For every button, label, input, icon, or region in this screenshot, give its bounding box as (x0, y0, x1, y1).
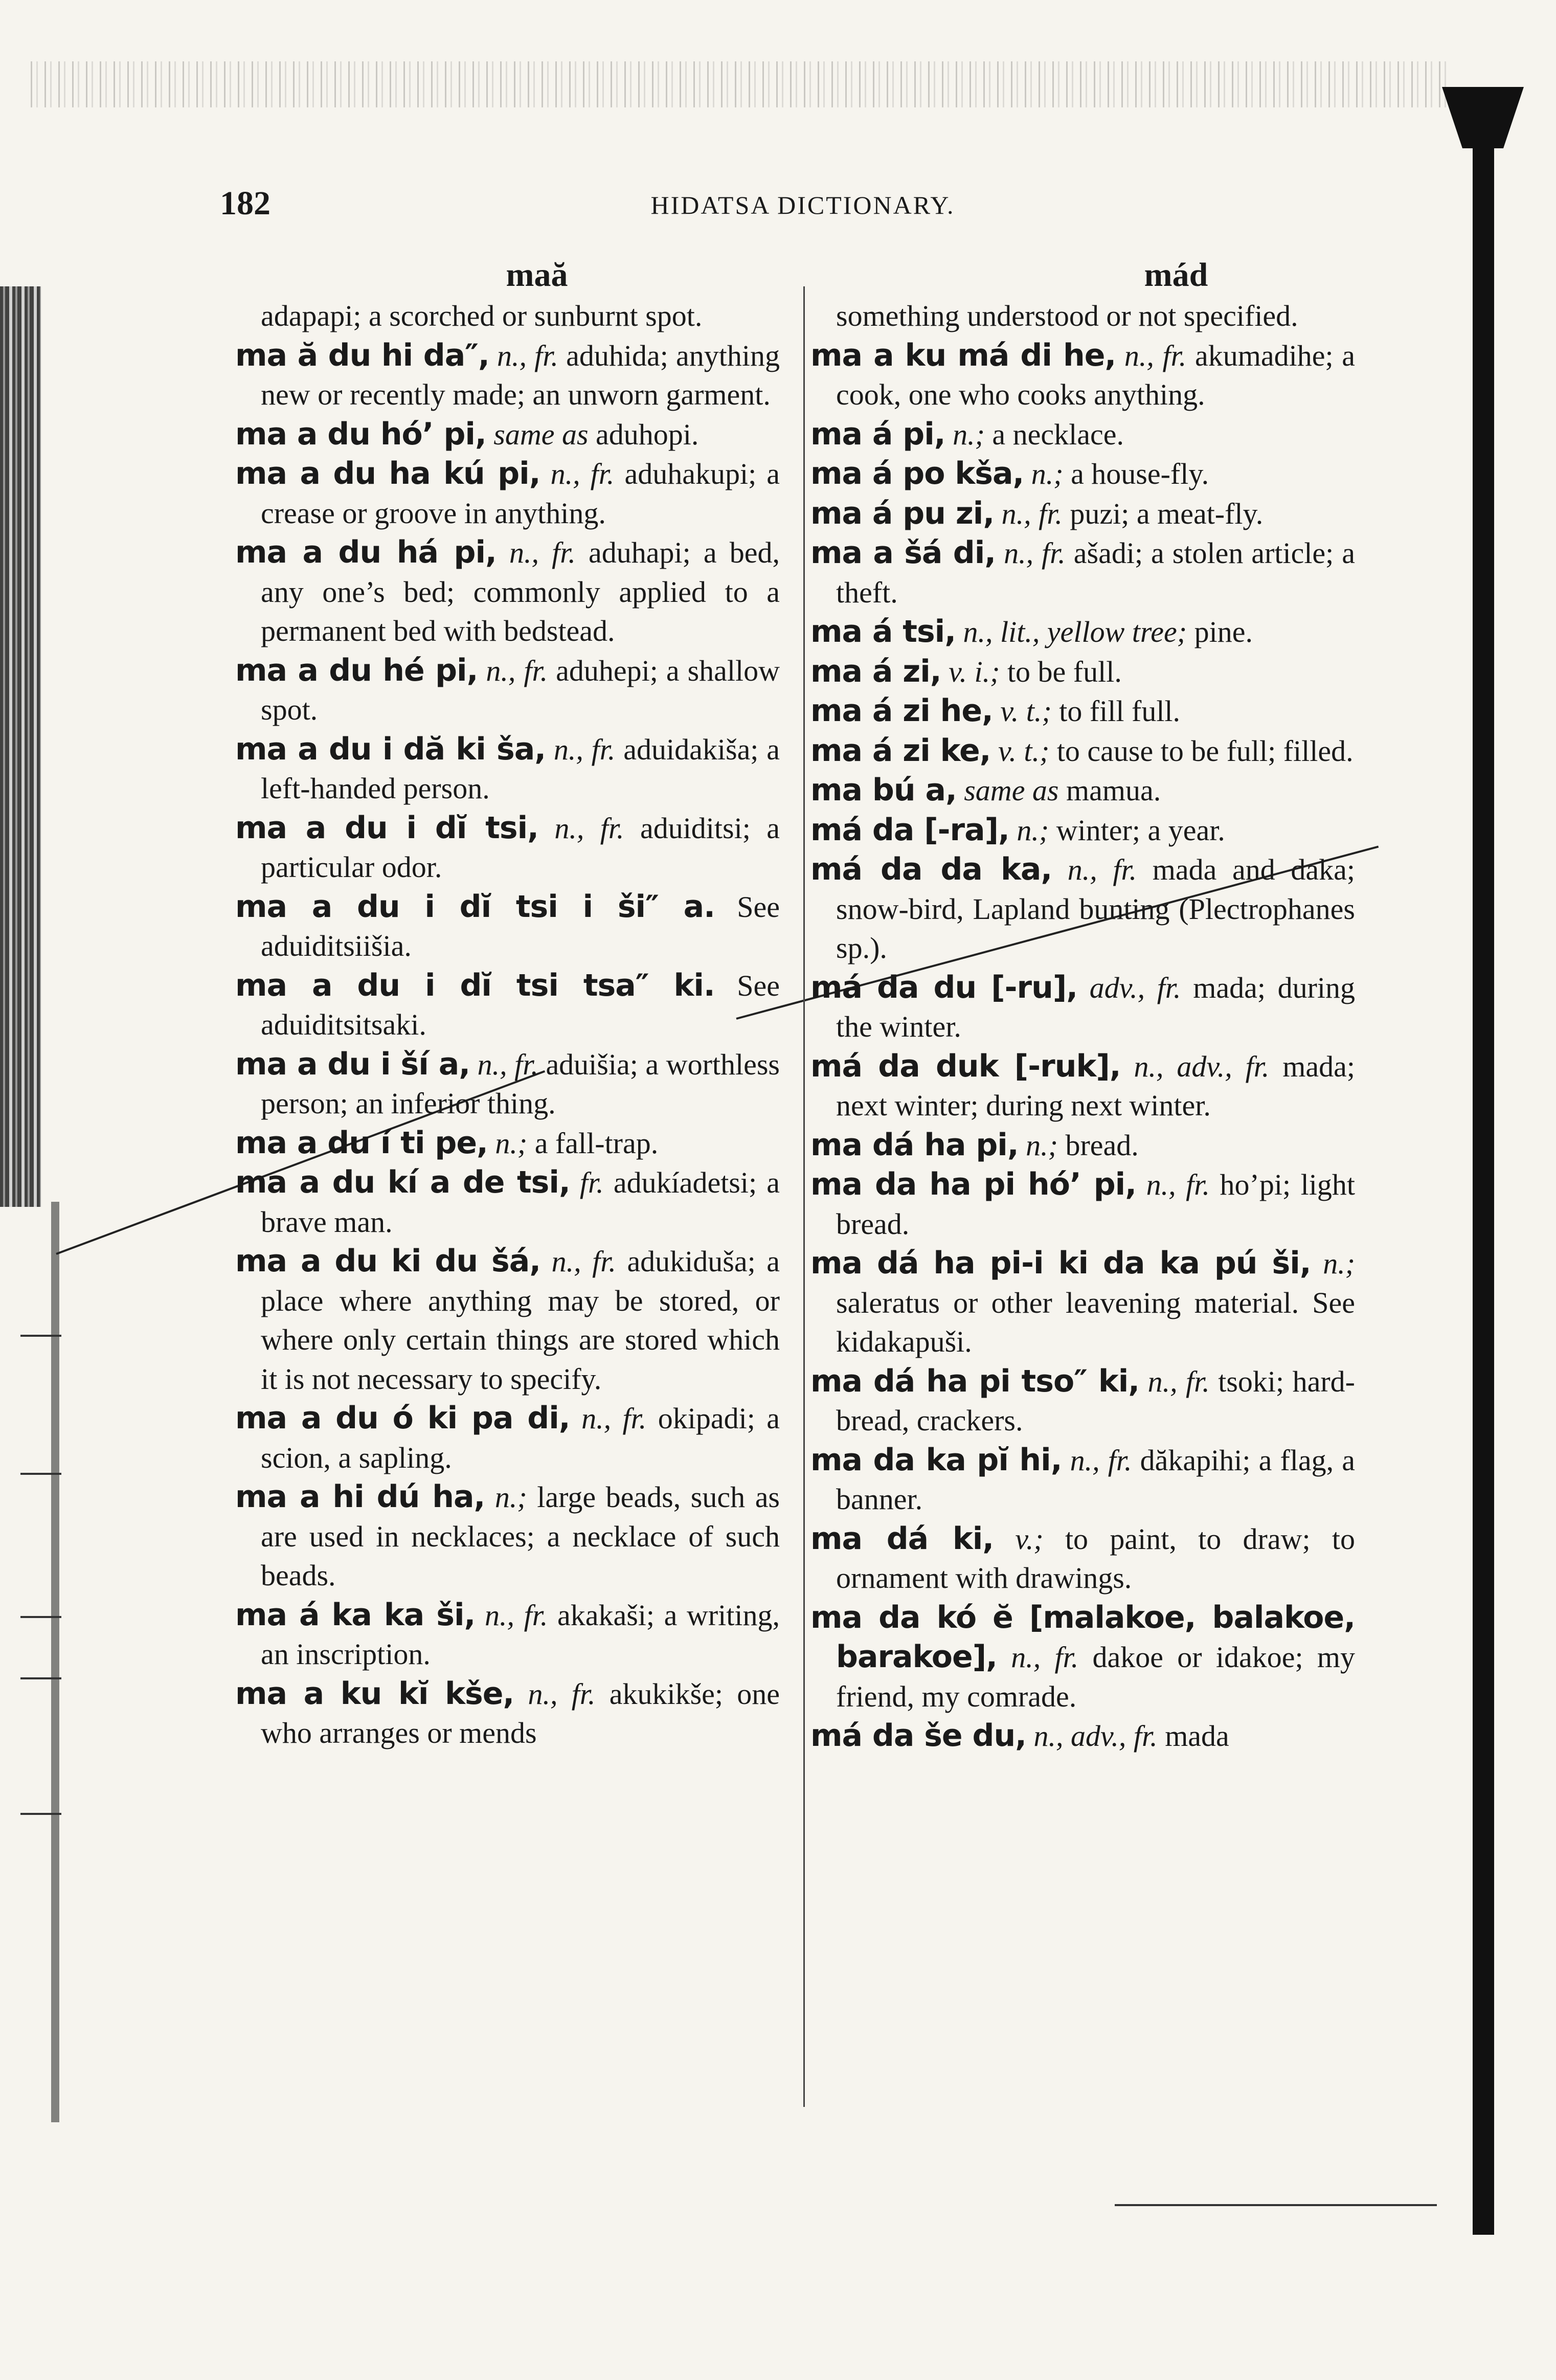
dictionary-entry (235, 1477, 780, 1596)
definition: mada; during the winter. (836, 971, 1356, 1043)
definition: to cause to be full; filled. (1056, 734, 1354, 768)
scan-margin-mark (20, 1473, 61, 1475)
headword: ma da ha pi hó’ pi, (810, 1166, 1137, 1202)
headword: ma a du í ti pe, (235, 1125, 488, 1161)
definition: to be full. (1007, 655, 1122, 688)
dictionary-entry (810, 1362, 1355, 1441)
dictionary-entry (235, 1242, 780, 1399)
scan-margin-mark (20, 1813, 61, 1815)
right-column (810, 297, 1355, 1756)
headword: ma a du i ší a, (235, 1046, 470, 1082)
grammar-label: fr. (579, 1166, 604, 1199)
grammar-label: n., adv., fr. (1134, 1049, 1270, 1083)
headword: ma da kó ĕ [malakoe, balakoe, barakoe], (810, 1599, 1355, 1675)
headword: má da še du, (810, 1718, 1026, 1754)
headword: ma a du hó’ pi, (235, 416, 486, 452)
headword: ma ă du hi da″, (235, 337, 489, 373)
dictionary-entry (810, 968, 1355, 1047)
headword: ma a du i dĭ tsi i ši″ a. (235, 888, 715, 925)
definition: a necklace. (992, 417, 1124, 451)
grammar-label: n., fr. (484, 1598, 548, 1632)
headword: má da duk [-ruk], (810, 1048, 1121, 1084)
headword: má da [-ra], (810, 812, 1009, 848)
grammar-label: n., fr. (550, 457, 615, 490)
dictionary-entry (235, 809, 780, 887)
scan-right-edge (1473, 87, 1494, 2235)
headword: ma a du ó ki pa di, (235, 1400, 570, 1436)
definition: See aduiditsiišia. (261, 890, 780, 962)
definition: to paint, to draw; to ornament with drawings. (836, 1522, 1355, 1595)
grammar-label: n., adv., fr. (1033, 1719, 1158, 1753)
grammar-label: n.; (953, 417, 985, 451)
definition: mada; next winter; during next winter. (836, 1049, 1356, 1122)
scan-bottom-rule (1115, 2204, 1437, 2206)
headword: ma bú a, (810, 772, 957, 808)
headword: ma á zi he, (810, 693, 993, 729)
definition: ašadi; a stolen article; a theft. (836, 536, 1356, 609)
headword: ma á pu zi, (810, 495, 995, 531)
dictionary-entry (235, 454, 780, 533)
scan-margin-mark (20, 1616, 61, 1618)
scan-binding-edge (0, 286, 41, 1207)
definition: aduhida; anything new or recently made; an unworn garment. (261, 339, 780, 411)
grammar-label: v. t.; (998, 734, 1050, 768)
grammar-label: v.; (1015, 1522, 1044, 1556)
grammar-label: n., fr. (1011, 1641, 1079, 1674)
definition: aduhakupi; a crease or groove in anything. (261, 457, 780, 530)
grammar-label: n., fr. (554, 811, 624, 845)
grammar-label: same as (964, 774, 1059, 807)
dictionary-entry (810, 1519, 1355, 1598)
dictionary-entry (810, 771, 1355, 811)
headword: ma á po kša, (810, 456, 1024, 491)
definition: adukiduša; a place where anything may be stored, or where only certain things are stored which it is not necessary to specify. (261, 1245, 780, 1396)
grammar-label: n., fr. (497, 339, 558, 372)
definition: aduišia; a worthless person; an inferior thing. (261, 1047, 780, 1120)
dictionary-entry (810, 850, 1355, 968)
definition: ho’pi; light bread. (836, 1168, 1355, 1241)
dictionary-entry (235, 651, 780, 730)
headword: ma á tsi, (810, 614, 956, 649)
headword: ma a ku kĭ kše, (235, 1675, 514, 1712)
headword: ma a du há pi, (235, 534, 497, 570)
grammar-label: n., fr. (477, 1047, 538, 1081)
dictionary-entry (810, 1047, 1355, 1126)
dictionary-entry (810, 811, 1355, 850)
grammar-label: n., fr. (1070, 1443, 1132, 1477)
dictionary-entry (810, 1126, 1355, 1165)
definition: adapapi; a scorched or sunburnt spot. (261, 299, 703, 332)
definition: to fill full. (1059, 694, 1181, 728)
dictionary-entry (810, 533, 1355, 612)
grammar-label: n., lit., yellow tree; (963, 615, 1187, 648)
definition: winter; a year. (1056, 813, 1225, 847)
grammar-label: n., fr. (1067, 853, 1137, 886)
dictionary-entry (235, 1124, 780, 1163)
definition: saleratus or other leavening material. See kidakapuši. (836, 1286, 1355, 1358)
grammar-label: same as (493, 417, 589, 451)
definition: dăkapihi; a flag, a banner. (836, 1443, 1355, 1516)
headword: ma dá ha pi-i ki da ka pú ši, (810, 1245, 1311, 1281)
definition: akukikše; one who arranges or mends (261, 1677, 780, 1749)
left-column (235, 297, 780, 1753)
dictionary-entry (810, 494, 1355, 534)
definition: bread. (1065, 1128, 1139, 1162)
headword: ma dá ha pi tso″ ki, (810, 1363, 1140, 1399)
dictionary-entry (810, 691, 1355, 731)
definition: dakoe or idakoe; my friend, my comrade. (836, 1641, 1356, 1713)
grammar-label: n.; (1323, 1247, 1356, 1280)
grammar-label: v. i.; (949, 655, 1000, 688)
grammar-label: n., fr. (551, 1245, 616, 1278)
headword: ma dá ha pi, (810, 1127, 1019, 1163)
dictionary-entry (810, 297, 1355, 336)
grammar-label: n., fr. (1004, 536, 1066, 570)
dictionary-entry (810, 612, 1355, 652)
definition: aduiditsi; a particular odor. (261, 811, 780, 884)
headword: ma a ku má di he, (810, 337, 1116, 373)
definition: mamua. (1066, 774, 1161, 807)
page-number: 182 (220, 185, 270, 222)
headword: ma á pi, (810, 416, 945, 452)
grammar-label: adv., fr. (1089, 971, 1181, 1004)
definition: aduhepi; a shallow spot. (261, 654, 780, 726)
dictionary-entry (810, 1165, 1355, 1244)
headword: ma a du i dă ki ša, (235, 731, 546, 767)
scan-margin-mark (20, 1677, 61, 1679)
headword: ma a du i dĭ tsi tsa″ ki. (235, 967, 715, 1003)
dictionary-entry (810, 1441, 1355, 1519)
scan-margin-mark (20, 1335, 61, 1337)
dictionary-entry (235, 1596, 780, 1674)
dictionary-entry (235, 1674, 780, 1753)
grammar-label: n., fr. (1001, 497, 1063, 530)
definition: akumadihe; a cook, one who cooks anything. (836, 339, 1355, 411)
definition: adukíadetsi; a brave man. (261, 1166, 780, 1239)
definition: large beads, such as are used in necklaces; a necklace of such beads. (261, 1480, 780, 1592)
grammar-label: v. t.; (1000, 694, 1052, 728)
grammar-label: n., fr. (553, 732, 616, 766)
dictionary-entry (810, 1244, 1355, 1362)
dictionary-entry (235, 297, 780, 336)
grammar-label: n.; (1031, 457, 1064, 490)
dictionary-entry (810, 1716, 1355, 1756)
dictionary-entry (235, 1163, 780, 1242)
definition: akakaši; a writing, an inscription. (261, 1598, 780, 1671)
guide-word-right: mád (1144, 256, 1208, 294)
grammar-label: n.; (494, 1480, 527, 1514)
grammar-label: n., fr. (528, 1677, 596, 1711)
dictionary-entry (235, 533, 780, 651)
running-head: HIDATSA DICTIONARY. (650, 191, 955, 219)
grammar-label: n., fr. (1146, 1168, 1210, 1201)
definition: aduidakiša; a left-handed person. (261, 732, 780, 805)
headword: ma á ka ka ši, (235, 1597, 476, 1633)
definition: a fall-trap. (534, 1126, 659, 1160)
headword: ma á zi ke, (810, 732, 991, 769)
headword: ma a du ha kú pi, (235, 456, 540, 491)
headword: má da du [-ru], (810, 969, 1078, 1005)
dictionary-entry (810, 652, 1355, 692)
definition: okipadi; a scion, a sapling. (261, 1402, 780, 1474)
definition: See aduiditsitsaki. (261, 969, 780, 1041)
headword: má da da ka, (810, 851, 1052, 887)
grammar-label: n., fr. (1124, 339, 1187, 372)
grammar-label: n., fr. (486, 654, 548, 687)
dictionary-entry (810, 731, 1355, 771)
dictionary-entry (235, 730, 780, 809)
definition: tsoki; hard-bread, crackers. (836, 1364, 1355, 1437)
grammar-label: n., fr. (581, 1402, 647, 1435)
headword: ma a šá di, (810, 535, 996, 571)
headword: ma dá ki, (810, 1520, 994, 1557)
dictionary-entry (235, 1045, 780, 1124)
headword: ma a du i dĭ tsi, (235, 810, 538, 846)
definition: a house-fly. (1071, 457, 1209, 490)
headword: ma a hi dú ha, (235, 1479, 485, 1515)
dictionary-entry (235, 887, 780, 966)
grammar-label: n., fr. (509, 536, 576, 569)
definition: mada and daka; snow-bird, Lapland bunting (Plectrophanes sp.). (836, 853, 1356, 964)
dictionary-entry (810, 336, 1355, 415)
headword: ma á zi, (810, 653, 941, 689)
definition: puzi; a meat-fly. (1070, 497, 1264, 530)
column-divider (803, 286, 805, 2107)
headword: ma a du kí a de tsi, (235, 1164, 570, 1200)
definition: something understood or not specified. (836, 299, 1298, 332)
dictionary-entry (235, 1399, 780, 1477)
definition: aduhopi. (596, 417, 699, 451)
grammar-label: n.; (1017, 813, 1049, 847)
dictionary-entry (235, 336, 780, 415)
grammar-label: n.; (1026, 1128, 1058, 1162)
dictionary-entry (235, 966, 780, 1045)
grammar-label: n.; (495, 1126, 528, 1160)
guide-word-left: maă (506, 256, 568, 294)
dictionary-entry (810, 454, 1355, 494)
headword: ma da ka pĭ hi, (810, 1442, 1062, 1478)
definition: mada (1165, 1719, 1229, 1753)
dictionary-entry (810, 1598, 1355, 1717)
dictionary-entry (235, 415, 780, 455)
headword: ma a du hé pi, (235, 652, 478, 688)
definition: aduhapi; a bed, any one’s bed; commonly applied to a permanent bed with bedstead. (261, 536, 780, 647)
headword: ma a du ki du šá, (235, 1243, 540, 1279)
dictionary-entry (810, 415, 1355, 455)
grammar-label: n., fr. (1147, 1364, 1210, 1398)
scan-noise-top (31, 61, 1452, 107)
scan-binding-shadow (51, 1202, 59, 2122)
definition: pine. (1194, 615, 1253, 648)
